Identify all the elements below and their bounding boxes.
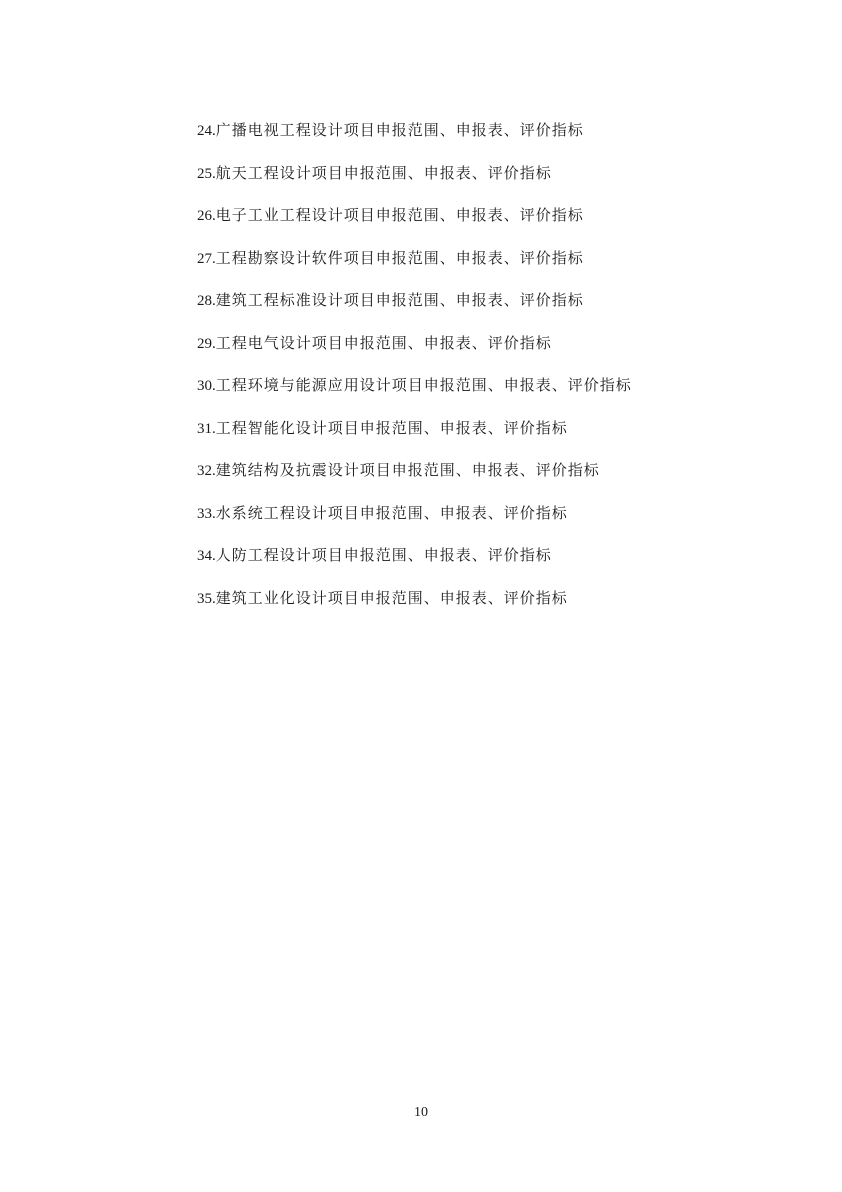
- item-number: 32.: [197, 463, 216, 479]
- list-item: [197, 543, 632, 586]
- item-number: 26.: [197, 208, 216, 224]
- item-number: 31.: [197, 420, 216, 437]
- page-number: 10: [414, 1105, 428, 1120]
- item-number: 24.: [197, 123, 216, 139]
- list-item: [197, 331, 632, 374]
- item-number: 29.: [197, 335, 216, 352]
- item-text: 电子工业工程设计项目申报范围、申报表、评价指标: [215, 206, 584, 224]
- item-text: 工程智能化设计项目申报范围、申报表、评价指标: [215, 418, 568, 437]
- item-number: 33.: [197, 505, 216, 522]
- list-item: [197, 161, 632, 204]
- list-item: [197, 416, 632, 459]
- item-text: 航天工程设计项目申报范围、申报表、评价指标: [215, 163, 552, 182]
- item-number: 35.: [197, 590, 216, 607]
- list-item: [197, 203, 632, 246]
- list-item: [197, 118, 632, 161]
- item-number: 25.: [197, 165, 216, 182]
- item-text: 水系统工程设计项目申报范围、申报表、评价指标: [215, 503, 568, 522]
- item-number: 28.: [197, 293, 216, 309]
- item-text: 人防工程设计项目申报范围、申报表、评价指标: [215, 546, 552, 564]
- item-text: 工程环境与能源应用设计项目申报范围、申报表、评价指标: [215, 376, 632, 394]
- item-text: 建筑结构及抗震设计项目申报范围、申报表、评价指标: [215, 461, 600, 479]
- list-item: [197, 246, 632, 289]
- list-item: [197, 586, 632, 629]
- item-number: 27.: [197, 250, 216, 267]
- item-text: 建筑工业化设计项目申报范围、申报表、评价指标: [215, 588, 568, 607]
- item-text: 工程电气设计项目申报范围、申报表、评价指标: [215, 333, 552, 352]
- item-number: 30.: [197, 378, 216, 394]
- item-text: 建筑工程标准设计项目申报范围、申报表、评价指标: [215, 291, 584, 309]
- list-item: [197, 501, 632, 544]
- item-text: 工程勘察设计软件项目申报范围、申报表、评价指标: [215, 248, 584, 267]
- toc-list: [197, 118, 632, 628]
- list-item: [197, 373, 632, 416]
- item-text: 广播电视工程设计项目申报范围、申报表、评价指标: [215, 121, 584, 139]
- list-item: [197, 288, 632, 331]
- list-item: [197, 458, 632, 501]
- item-number: 34.: [197, 548, 216, 564]
